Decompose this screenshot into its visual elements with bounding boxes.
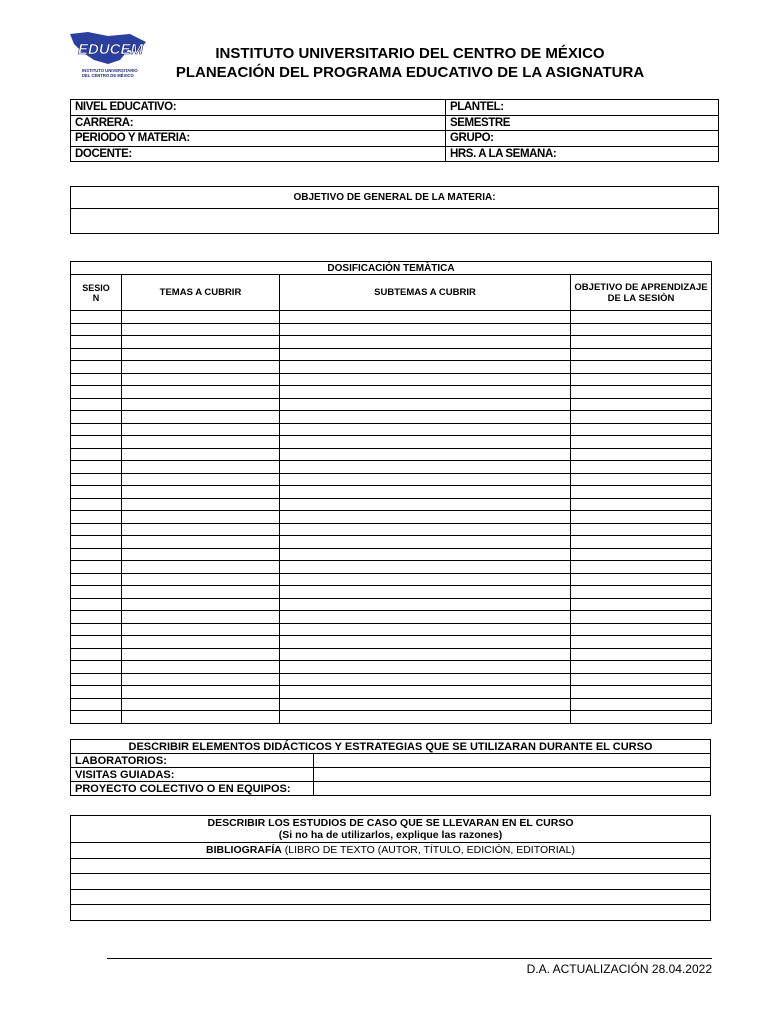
bibliografia-line-3[interactable] bbox=[71, 889, 711, 905]
session-row bbox=[71, 336, 712, 349]
objetivo-cell[interactable] bbox=[571, 611, 712, 624]
objetivo-cell[interactable] bbox=[571, 636, 712, 649]
session-cell[interactable] bbox=[71, 686, 122, 699]
objetivo-cell[interactable] bbox=[571, 573, 712, 586]
session-row bbox=[71, 561, 712, 574]
session-row bbox=[71, 423, 712, 436]
session-cell[interactable] bbox=[71, 473, 122, 486]
logo-subtitle-1: INSTITUTO UNIVERSITARIO bbox=[82, 68, 138, 73]
temas-cell[interactable] bbox=[122, 673, 280, 686]
objetivo-cell[interactable] bbox=[571, 623, 712, 636]
temas-cell[interactable] bbox=[122, 548, 280, 561]
objetivo-cell[interactable] bbox=[571, 361, 712, 374]
subtemas-cell[interactable] bbox=[280, 323, 571, 336]
subtemas-cell[interactable] bbox=[280, 336, 571, 349]
objetivo-cell[interactable] bbox=[571, 461, 712, 474]
dosificacion-tematica-table bbox=[70, 261, 712, 724]
objetivo-cell[interactable] bbox=[571, 498, 712, 511]
col-sesion-line1: SESIO bbox=[82, 282, 110, 293]
session-cell[interactable] bbox=[71, 398, 122, 411]
bibliografia-heading bbox=[71, 843, 711, 859]
objetivo-cell[interactable] bbox=[571, 686, 712, 699]
subtemas-cell[interactable] bbox=[280, 623, 571, 636]
session-cell[interactable] bbox=[71, 573, 122, 586]
subtemas-cell[interactable] bbox=[280, 348, 571, 361]
session-cell[interactable] bbox=[71, 423, 122, 436]
hrs-semana-field[interactable]: HRS. A LA SEMANA: bbox=[446, 146, 719, 162]
subtemas-cell[interactable] bbox=[280, 386, 571, 399]
objetivo-cell[interactable] bbox=[571, 511, 712, 524]
temas-cell[interactable] bbox=[122, 348, 280, 361]
laboratorios-label: LABORATORIOS: bbox=[71, 754, 314, 768]
col-sesion-header bbox=[71, 275, 122, 311]
session-cell[interactable] bbox=[71, 448, 122, 461]
session-row bbox=[71, 686, 712, 699]
session-cell[interactable] bbox=[71, 486, 122, 499]
subtemas-cell[interactable] bbox=[280, 598, 571, 611]
temas-cell[interactable] bbox=[122, 636, 280, 649]
temas-cell[interactable] bbox=[122, 523, 280, 536]
session-cell[interactable] bbox=[71, 536, 122, 549]
institute-title: INSTITUTO UNIVERSITARIO DEL CENTRO DE MÉXICO bbox=[215, 45, 605, 62]
temas-cell[interactable] bbox=[122, 623, 280, 636]
temas-cell[interactable] bbox=[122, 511, 280, 524]
objetivo-cell[interactable] bbox=[571, 386, 712, 399]
objetivo-cell[interactable] bbox=[571, 561, 712, 574]
subtemas-cell[interactable] bbox=[280, 561, 571, 574]
session-row bbox=[71, 386, 712, 399]
session-row bbox=[71, 548, 712, 561]
visitas-guiadas-input[interactable] bbox=[314, 768, 711, 782]
objetivo-cell[interactable] bbox=[571, 598, 712, 611]
session-row bbox=[71, 511, 712, 524]
session-row bbox=[71, 461, 712, 474]
bibliografia-line-4[interactable] bbox=[71, 905, 711, 921]
estudios-caso-table bbox=[70, 815, 711, 921]
session-cell[interactable] bbox=[71, 311, 122, 324]
docente-field[interactable]: DOCENTE: bbox=[71, 146, 446, 162]
subtemas-cell[interactable] bbox=[280, 711, 571, 724]
temas-cell[interactable] bbox=[122, 661, 280, 674]
temas-cell[interactable] bbox=[122, 411, 280, 424]
session-cell[interactable] bbox=[71, 523, 122, 536]
col-subtemas-header: SUBTEMAS A CUBRIR bbox=[280, 275, 571, 311]
didacticos-heading: DESCRIBIR ELEMENTOS DIDÁCTICOS Y ESTRATEGIAS QUE SE UTILIZARAN DURANTE EL CURSO bbox=[71, 740, 711, 754]
footer-divider bbox=[107, 958, 712, 959]
session-cell[interactable] bbox=[71, 386, 122, 399]
general-info-table bbox=[70, 99, 719, 162]
temas-cell[interactable] bbox=[122, 611, 280, 624]
session-cell[interactable] bbox=[71, 611, 122, 624]
subtemas-cell[interactable] bbox=[280, 536, 571, 549]
objetivo-general-table bbox=[70, 186, 719, 234]
session-row bbox=[71, 673, 712, 686]
subtemas-cell[interactable] bbox=[280, 461, 571, 474]
session-row bbox=[71, 398, 712, 411]
dosificacion-rows bbox=[71, 311, 712, 724]
temas-cell[interactable] bbox=[122, 561, 280, 574]
session-row bbox=[71, 448, 712, 461]
session-cell[interactable] bbox=[71, 586, 122, 599]
session-row bbox=[71, 711, 712, 724]
temas-cell[interactable] bbox=[122, 536, 280, 549]
objetivo-cell[interactable] bbox=[571, 673, 712, 686]
temas-cell[interactable] bbox=[122, 586, 280, 599]
subtemas-cell[interactable] bbox=[280, 486, 571, 499]
session-cell[interactable] bbox=[71, 661, 122, 674]
objetivo-cell[interactable] bbox=[571, 648, 712, 661]
session-row bbox=[71, 698, 712, 711]
objetivo-cell[interactable] bbox=[571, 411, 712, 424]
objetivo-cell[interactable] bbox=[571, 661, 712, 674]
objetivo-cell[interactable] bbox=[571, 311, 712, 324]
temas-cell[interactable] bbox=[122, 648, 280, 661]
proyecto-colectivo-input[interactable] bbox=[314, 782, 711, 796]
subtemas-cell[interactable] bbox=[280, 423, 571, 436]
elementos-didacticos-table bbox=[70, 739, 711, 796]
session-row bbox=[71, 636, 712, 649]
grupo-field[interactable]: GRUPO: bbox=[446, 131, 719, 147]
objetivo-cell[interactable] bbox=[571, 523, 712, 536]
session-cell[interactable] bbox=[71, 373, 122, 386]
objetivo-cell[interactable] bbox=[571, 711, 712, 724]
session-row bbox=[71, 536, 712, 549]
session-row bbox=[71, 648, 712, 661]
proyecto-colectivo-label: PROYECTO COLECTIVO O EN EQUIPOS: bbox=[71, 782, 314, 796]
subtemas-cell[interactable] bbox=[280, 398, 571, 411]
program-title: PLANEACIÓN DEL PROGRAMA EDUCATIVO DE LA ASIGNATURA bbox=[175, 64, 645, 81]
temas-cell[interactable] bbox=[122, 698, 280, 711]
session-cell[interactable] bbox=[71, 698, 122, 711]
temas-cell[interactable] bbox=[122, 448, 280, 461]
subtemas-cell[interactable] bbox=[280, 498, 571, 511]
logo-wordmark: EDUCEM bbox=[78, 41, 144, 58]
objetivo-cell[interactable] bbox=[571, 436, 712, 449]
temas-cell[interactable] bbox=[122, 373, 280, 386]
temas-cell[interactable] bbox=[122, 398, 280, 411]
objetivo-cell[interactable] bbox=[571, 336, 712, 349]
visitas-guiadas-label: VISITAS GUIADAS: bbox=[71, 768, 314, 782]
objetivo-cell[interactable] bbox=[571, 486, 712, 499]
subtemas-cell[interactable] bbox=[280, 573, 571, 586]
session-row bbox=[71, 436, 712, 449]
objetivo-cell[interactable] bbox=[571, 323, 712, 336]
temas-cell[interactable] bbox=[122, 436, 280, 449]
session-cell[interactable] bbox=[71, 623, 122, 636]
session-cell[interactable] bbox=[71, 548, 122, 561]
session-cell[interactable] bbox=[71, 348, 122, 361]
subtemas-cell[interactable] bbox=[280, 548, 571, 561]
subtemas-cell[interactable] bbox=[280, 361, 571, 374]
session-cell[interactable] bbox=[71, 673, 122, 686]
session-row bbox=[71, 611, 712, 624]
bibliografia-detail: (LIBRO DE TEXTO (AUTOR, TÍTULO, EDICIÓN, EDITORIAL) bbox=[281, 844, 575, 857]
objetivo-cell[interactable] bbox=[571, 473, 712, 486]
session-row bbox=[71, 498, 712, 511]
semestre-field[interactable]: SEMESTRE bbox=[446, 115, 719, 131]
temas-cell[interactable] bbox=[122, 598, 280, 611]
logo-subtitle-2: DEL CENTRO DE MÉXICO bbox=[82, 73, 134, 78]
objetivo-cell[interactable] bbox=[571, 373, 712, 386]
temas-cell[interactable] bbox=[122, 461, 280, 474]
temas-cell[interactable] bbox=[122, 361, 280, 374]
session-cell[interactable] bbox=[71, 436, 122, 449]
temas-cell[interactable] bbox=[122, 423, 280, 436]
session-row bbox=[71, 661, 712, 674]
subtemas-cell[interactable] bbox=[280, 648, 571, 661]
session-row bbox=[71, 598, 712, 611]
temas-cell[interactable] bbox=[122, 498, 280, 511]
periodo-materia-field[interactable]: PERIODO Y MATERIA: bbox=[71, 131, 446, 147]
temas-cell[interactable] bbox=[122, 486, 280, 499]
session-row bbox=[71, 573, 712, 586]
temas-cell[interactable] bbox=[122, 311, 280, 324]
session-cell[interactable] bbox=[71, 511, 122, 524]
session-row bbox=[71, 623, 712, 636]
objetivo-cell[interactable] bbox=[571, 536, 712, 549]
temas-cell[interactable] bbox=[122, 573, 280, 586]
temas-cell[interactable] bbox=[122, 686, 280, 699]
session-cell[interactable] bbox=[71, 711, 122, 724]
temas-cell[interactable] bbox=[122, 386, 280, 399]
session-cell[interactable] bbox=[71, 461, 122, 474]
subtemas-cell[interactable] bbox=[280, 311, 571, 324]
subtemas-cell[interactable] bbox=[280, 611, 571, 624]
subtemas-cell[interactable] bbox=[280, 523, 571, 536]
subtemas-cell[interactable] bbox=[280, 436, 571, 449]
session-row bbox=[71, 311, 712, 324]
session-cell[interactable] bbox=[71, 336, 122, 349]
subtemas-cell[interactable] bbox=[280, 511, 571, 524]
footer-update-date: D.A. ACTUALIZACIÓN 28.04.2022 bbox=[526, 962, 712, 976]
objetivo-general-input[interactable] bbox=[71, 209, 719, 234]
nivel-educativo-field[interactable]: NIVEL EDUCATIVO: bbox=[71, 100, 446, 116]
plantel-field[interactable]: PLANTEL: bbox=[446, 100, 719, 116]
subtemas-cell[interactable] bbox=[280, 686, 571, 699]
col-sesion-line2: N bbox=[92, 292, 100, 303]
session-row bbox=[71, 361, 712, 374]
objetivo-general-heading: OBJETIVO DE GENERAL DE LA MATERIA: bbox=[71, 187, 719, 209]
objetivo-cell[interactable] bbox=[571, 698, 712, 711]
objetivo-cell[interactable] bbox=[571, 348, 712, 361]
col-objetivo-header: OBJETIVO DE APRENDIZAJE DE LA SESIÒN bbox=[571, 275, 712, 311]
session-cell[interactable] bbox=[71, 648, 122, 661]
estudios-caso-subtitle: (Si no ha de utilizarlos, explique las razones) bbox=[278, 829, 503, 841]
carrera-field[interactable]: CARRERA: bbox=[71, 115, 446, 131]
objetivo-cell[interactable] bbox=[571, 586, 712, 599]
bibliografia-line-1[interactable] bbox=[71, 858, 711, 874]
session-row bbox=[71, 473, 712, 486]
session-row bbox=[71, 348, 712, 361]
objetivo-cell[interactable] bbox=[571, 398, 712, 411]
subtemas-cell[interactable] bbox=[280, 448, 571, 461]
objetivo-cell[interactable] bbox=[571, 448, 712, 461]
subtemas-cell[interactable] bbox=[280, 586, 571, 599]
session-row bbox=[71, 411, 712, 424]
subtemas-cell[interactable] bbox=[280, 673, 571, 686]
objetivo-cell[interactable] bbox=[571, 423, 712, 436]
session-cell[interactable] bbox=[71, 561, 122, 574]
subtemas-cell[interactable] bbox=[280, 636, 571, 649]
dosificacion-heading: DOSIFICACIÒN TEMÀTICA bbox=[71, 262, 712, 275]
educem-logo bbox=[68, 30, 150, 82]
temas-cell[interactable] bbox=[122, 473, 280, 486]
bibliografia-line-2[interactable] bbox=[71, 874, 711, 890]
session-row bbox=[71, 523, 712, 536]
objetivo-cell[interactable] bbox=[571, 548, 712, 561]
session-row bbox=[71, 373, 712, 386]
session-cell[interactable] bbox=[71, 323, 122, 336]
laboratorios-input[interactable] bbox=[314, 754, 711, 768]
session-cell[interactable] bbox=[71, 411, 122, 424]
session-cell[interactable] bbox=[71, 498, 122, 511]
estudios-caso-heading bbox=[71, 816, 711, 843]
subtemas-cell[interactable] bbox=[280, 661, 571, 674]
session-row bbox=[71, 486, 712, 499]
subtemas-cell[interactable] bbox=[280, 473, 571, 486]
session-row bbox=[71, 323, 712, 336]
subtemas-cell[interactable] bbox=[280, 373, 571, 386]
temas-cell[interactable] bbox=[122, 323, 280, 336]
temas-cell[interactable] bbox=[122, 336, 280, 349]
col-temas-header: TEMAS A CUBRIR bbox=[122, 275, 280, 311]
subtemas-cell[interactable] bbox=[280, 411, 571, 424]
bibliografia-label: BIBLIOGRAFÍA bbox=[206, 844, 282, 857]
estudios-caso-title: DESCRIBIR LOS ESTUDIOS DE CASO QUE SE LLEVARAN EN EL CURSO bbox=[207, 817, 574, 829]
session-cell[interactable] bbox=[71, 636, 122, 649]
subtemas-cell[interactable] bbox=[280, 698, 571, 711]
session-row bbox=[71, 586, 712, 599]
temas-cell[interactable] bbox=[122, 711, 280, 724]
session-cell[interactable] bbox=[71, 598, 122, 611]
session-cell[interactable] bbox=[71, 361, 122, 374]
